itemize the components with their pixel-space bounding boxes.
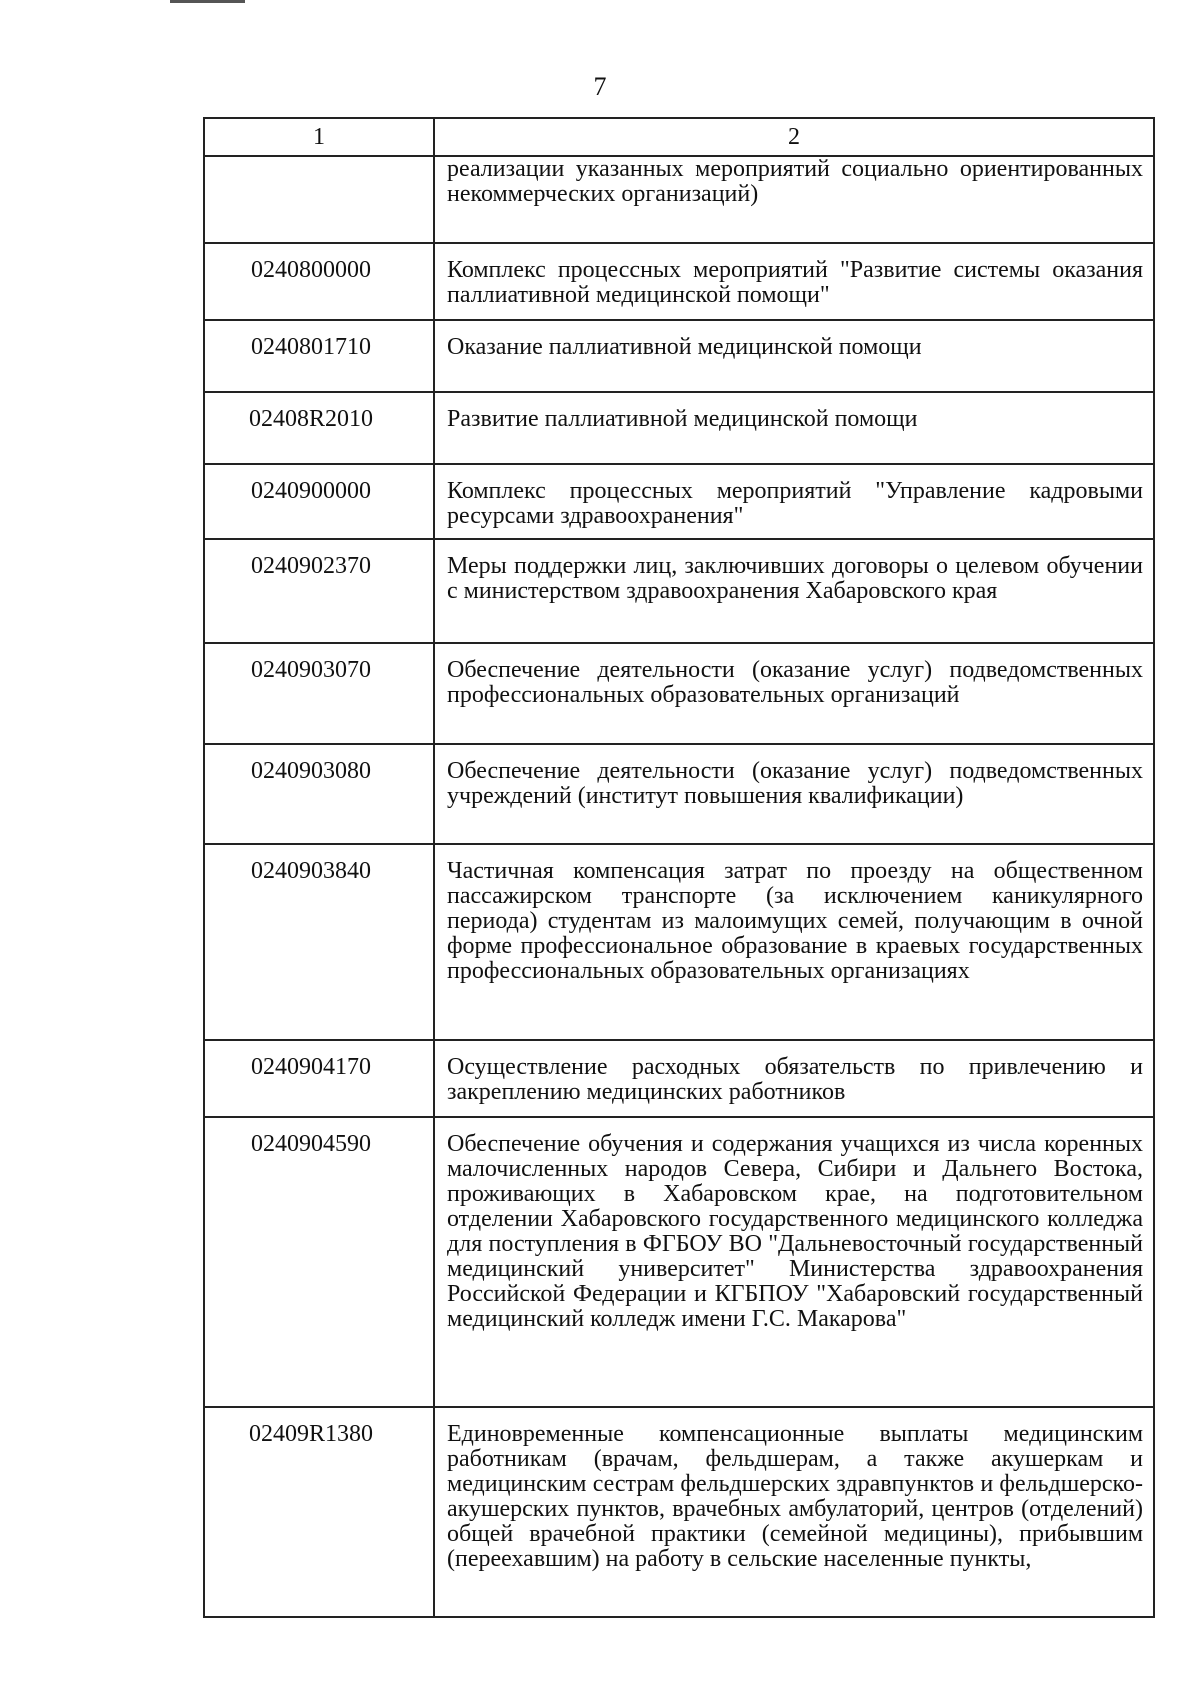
table-row [204,243,1154,320]
column-header-1: 1 [204,118,434,156]
row-code: 0240900000 [204,464,434,539]
table-row [204,643,1154,744]
row-code: 0240902370 [204,539,434,643]
row-description: Осуществление расходных обязательств по привлечению и закреплению медицинских работников [434,1040,1154,1117]
table-row [204,539,1154,643]
table-header-row [204,118,1154,156]
row-code: 02409R1380 [204,1407,434,1617]
table-row [204,1407,1154,1617]
row-description: Единовременные компенсационные выплаты медицинским работникам (врачам, фельдшерам, а также акушеркам и медицинским сестрам фельдшерских здравпунктов и фельдшерско-акушерских пунктов, врачебных амбулаторий, центров (отделений) общей врачебной практики (семейной медицины), прибывшим (переехавшим) на работу в сельские населенные пункты, [434,1407,1154,1617]
table-row [204,1040,1154,1117]
row-code [204,156,434,243]
table-row [204,156,1154,243]
row-description: Обеспечение обучения и содержания учащихся из числа коренных малочисленных народов Севера, Сибири и Дальнего Востока, проживающих в Хабаровском крае, на подготовительном отделении Хабаровского государственного медицинского колледжа для поступления в ФГБОУ ВО "Дальневосточный государственный медицинский университет" Министерства здравоохранения Российской Федерации и КГБПОУ "Хабаровский государственный медицинский колледж имени Г.С. Макарова" [434,1117,1154,1407]
table-row [204,320,1154,392]
table-row [204,392,1154,464]
table-row [204,844,1154,1040]
row-description: реализации указанных мероприятий социально ориентированных некоммерческих организаций) [434,156,1154,243]
row-description: Развитие паллиативной медицинской помощи [434,392,1154,464]
row-code: 0240903080 [204,744,434,844]
row-description: Комплекс процессных мероприятий "Управление кадровыми ресурсами здравоохранения" [434,464,1154,539]
row-code: 02408R2010 [204,392,434,464]
row-code: 0240903840 [204,844,434,1040]
row-description: Комплекс процессных мероприятий "Развитие системы оказания паллиативной медицинской помощи" [434,243,1154,320]
table-row [204,744,1154,844]
row-description: Обеспечение деятельности (оказание услуг) подведомственных учреждений (институт повышения квалификации) [434,744,1154,844]
row-code: 0240801710 [204,320,434,392]
page-number: 7 [593,72,607,101]
row-code: 0240903070 [204,643,434,744]
row-code: 0240904170 [204,1040,434,1117]
scan-artifact [170,0,245,3]
row-description: Меры поддержки лиц, заключивших договоры о целевом обучении с министерством здравоохранения Хабаровского края [434,539,1154,643]
table-row [204,464,1154,539]
row-code: 0240904590 [204,1117,434,1407]
budget-classification-table [203,117,1155,1618]
row-code: 0240800000 [204,243,434,320]
column-header-2: 2 [434,118,1154,156]
row-description: Оказание паллиативной медицинской помощи [434,320,1154,392]
row-description: Обеспечение деятельности (оказание услуг) подведомственных профессиональных образовательных организаций [434,643,1154,744]
row-description: Частичная компенсация затрат по проезду на общественном пассажирском транспорте (за исключением каникулярного периода) студентам из малоимущих семей, получающим в очной форме профессиональное образование в краевых государственных профессиональных образовательных организациях [434,844,1154,1040]
table-row [204,1117,1154,1407]
